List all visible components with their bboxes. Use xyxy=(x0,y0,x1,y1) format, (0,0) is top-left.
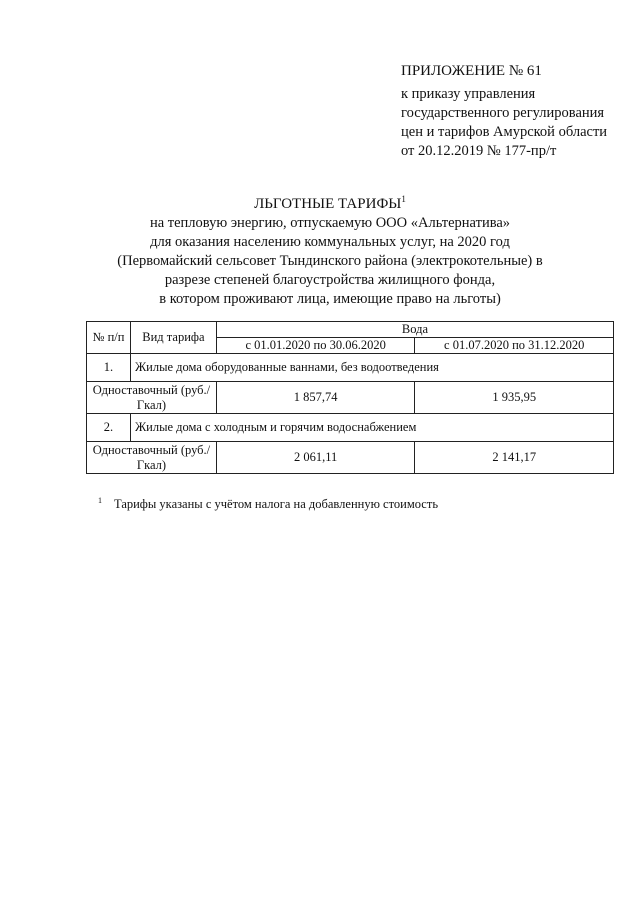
col-header-type: Вид тарифа xyxy=(130,322,216,354)
section-number: 1. xyxy=(87,354,131,382)
col-header-water: Вода xyxy=(216,322,613,338)
heading-line: для оказания населению коммунальных услуг, на 2020 год xyxy=(150,234,510,250)
section-row xyxy=(87,414,614,442)
footnote xyxy=(98,496,438,512)
appendix-line: цен и тарифов Амурской области xyxy=(401,124,608,140)
footnote-text: Тарифы указаны с учётом налога на добавленную стоимость xyxy=(114,497,439,512)
document-title: ЛЬГОТНЫЕ ТАРИФЫ$^1$ xyxy=(254,194,406,212)
heading-line: (Первомайский сельсовет Тындинского района (электрокотельные) в xyxy=(117,253,543,269)
document-heading xyxy=(60,190,600,309)
appendix-header xyxy=(401,62,607,161)
heading-line: на тепловую энергию, отпускаемую ООО «Альтернатива» xyxy=(149,215,511,231)
tariff-table xyxy=(86,321,614,474)
appendix-line: к приказу управления xyxy=(401,86,536,102)
section-title: Жилые дома оборудованные ваннами, без водоотведения xyxy=(130,354,613,382)
appendix-line: от 20.12.2019 № 177-пр/т xyxy=(401,143,557,159)
col-header-period: с 01.07.2020 по 31.12.2020 xyxy=(415,338,614,354)
appendix-title: ПРИЛОЖЕНИЕ № 61 xyxy=(401,63,542,79)
rate-label: Одноставочный (руб./Гкал) xyxy=(87,382,217,414)
heading-line: разрезе степеней благоустройства жилищного фонда, xyxy=(164,272,496,288)
heading-line: в котором проживают лица, имеющие право на льготы) xyxy=(159,291,501,307)
appendix-line: государственного регулирования xyxy=(401,105,605,121)
section-row xyxy=(87,354,614,382)
col-header-period: с 01.01.2020 по 30.06.2020 xyxy=(216,338,415,354)
section-title: Жилые дома с холодным и горячим водоснабжением xyxy=(130,414,613,442)
table-row xyxy=(87,442,614,474)
section-number: 2. xyxy=(87,414,131,442)
tariff-value: 1 935,95 xyxy=(415,382,614,414)
table-header-row xyxy=(87,322,614,338)
table-row xyxy=(87,382,614,414)
tariff-value: 1 857,74 xyxy=(216,382,415,414)
tariff-value: 2 141,17 xyxy=(415,442,614,474)
footnote-marker: 1 xyxy=(401,194,406,204)
col-header-num: № п/п xyxy=(87,322,131,354)
footnote-mark: 1 xyxy=(98,496,102,505)
rate-label: Одноставочный (руб./Гкал) xyxy=(87,442,217,474)
tariff-value: 2 061,11 xyxy=(216,442,415,474)
